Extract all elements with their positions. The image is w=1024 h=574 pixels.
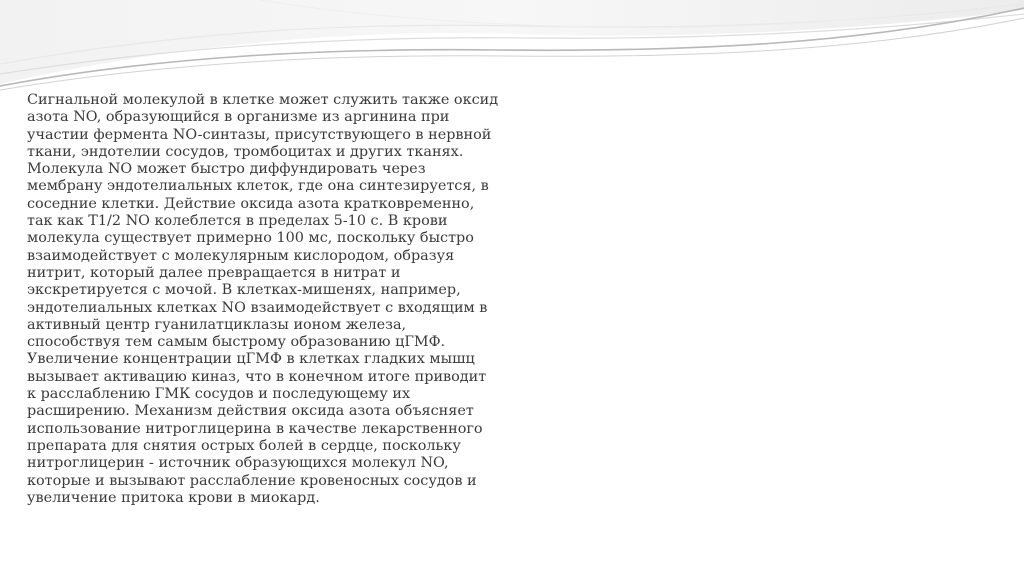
header-wave-decoration [0,0,1024,100]
body-paragraph: Сигнальной молекулой в клетке может служить также оксид азота NO, образующийся в организме из аргинина при участии фермента NO-синтазы, присутствующего в нервной ткани, эндотелии сосудов, тромбоцитах и других тканях. Молекула NO может быстро диффундировать через мембрану эндотелиальных клеток, где она синтезируется, в соседние клетки. Действие оксида азота кратковременно, так как T1/2 NO колеблется в пределах 5-10 с. В крови молекула существует примерно 100 мс, поскольку быстро взаимодействует с молекулярным кислородом, образуя нитрит, который далее превращается в нитрат и экскретируется с мочой. В клетках-мишенях, например, эндотелиальных клетках NO взаимодействует с входящим в активный центр гуанилатциклазы ионом железа, способствуя тем самым быстрому образованию цГМФ. Увеличение концентрации цГМФ в клетках гладких мышц вызывает активацию киназ, что в конечном итоге приводит к расслаблению ГМК сосудов и последующему их расширению. Механизм действия оксида азота объясняет использование нитроглицерина в качестве лекарственного препарата для снятия острых болей в сердце, поскольку нитроглицерин - источник образующихся молекул NO, которые и вызывают расслабление кровеносных сосудов и увеличение притока крови в миокард. [27,92,499,506]
